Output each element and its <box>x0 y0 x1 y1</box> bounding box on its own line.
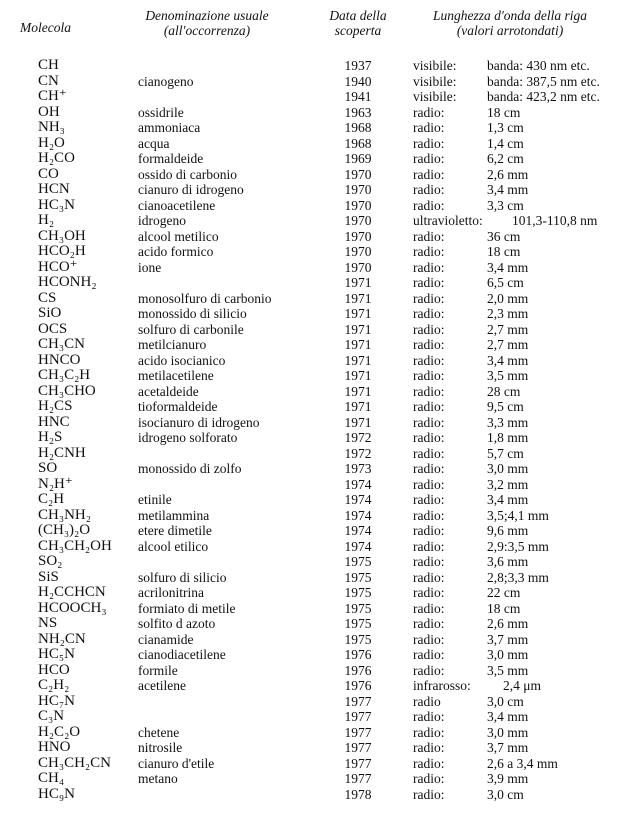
common-name: monosolfuro di carbonio <box>138 290 272 306</box>
table-row <box>0 275 643 291</box>
common-name: acetaldeide <box>138 383 199 399</box>
molecule-formula: HC₉N <box>38 785 75 802</box>
spectrum-type: radio: <box>413 244 445 259</box>
common-name: monossido di zolfo <box>138 461 242 476</box>
discovery-year: 1968 <box>344 120 372 135</box>
common-name: metano <box>138 771 178 786</box>
spectrum-type: radio: <box>413 166 445 182</box>
molecule-formula: H₂CO <box>38 150 75 166</box>
wavelength-value: 36 cm <box>487 228 521 244</box>
molecule-formula: SiS <box>38 568 59 585</box>
discovery-year: 1973 <box>344 461 372 476</box>
spectrum-type: radio: <box>413 771 445 786</box>
molecule-formula: N₂H⁺ <box>38 475 73 492</box>
discovery-year: 1970 <box>344 228 372 244</box>
table-row <box>0 694 643 710</box>
common-name: ione <box>138 259 162 275</box>
wavelength-value: 1,3 cm <box>487 120 524 135</box>
table-row <box>0 601 643 617</box>
table-row <box>0 570 643 586</box>
discovery-year: 1971 <box>344 290 372 306</box>
discovery-year: 1974 <box>344 492 372 507</box>
molecule-formula: OCS <box>38 320 68 337</box>
wavelength-value: 3,5 mm <box>487 662 529 678</box>
table-row <box>0 182 643 198</box>
molecule-formula: HCOOCH₃ <box>38 599 107 616</box>
spectrum-type: radio: <box>413 616 445 631</box>
header-date-line2: scoperta <box>334 23 382 38</box>
discovery-year: 1970 <box>344 244 372 259</box>
wavelength-value: 22 cm <box>487 585 521 600</box>
common-name: cianuro d'etile <box>138 755 215 771</box>
spectrum-type: radio: <box>413 414 445 430</box>
table-row <box>0 523 643 539</box>
discovery-year: 1968 <box>344 135 372 151</box>
spectrum-type: radio: <box>413 259 445 275</box>
discovery-year: 1977 <box>344 740 372 755</box>
common-name: monossido di silicio <box>138 306 247 321</box>
header-common-name <box>132 8 282 38</box>
spectrum-type: radio: <box>413 740 445 755</box>
table-row <box>0 508 643 524</box>
wavelength-value: 9,5 cm <box>487 399 524 414</box>
spectrum-type: radio: <box>413 368 445 383</box>
molecule-formula: CH₃OH <box>38 227 86 244</box>
table-row <box>0 399 643 415</box>
molecule-formula: SiO <box>38 305 62 321</box>
common-name: metilcianuro <box>138 337 207 352</box>
wavelength-value: 2,8;3,3 mm <box>487 569 549 585</box>
common-name: cianuro di idrogeno <box>138 182 244 197</box>
molecule-formula: HCO <box>38 661 70 678</box>
molecule-formula: CS <box>38 289 57 306</box>
discovery-year: 1975 <box>344 554 372 569</box>
table-row <box>0 291 643 307</box>
table-row <box>0 89 643 105</box>
table-row <box>0 136 643 152</box>
spectrum-type: radio: <box>413 461 445 476</box>
common-name: solfito d azoto <box>138 616 216 631</box>
spectrum-type: radio: <box>413 321 445 337</box>
spectrum-type: radio: <box>413 197 445 213</box>
spectrum-type: radio: <box>413 755 445 771</box>
discovery-year: 1937 <box>344 58 372 73</box>
spectrum-type: radio: <box>413 135 445 151</box>
molecule-formula: CH₃CHO <box>38 382 96 399</box>
spectrum-type: radio: <box>413 445 445 461</box>
spectrum-type: radio: <box>413 275 445 290</box>
discovery-year: 1974 <box>344 476 372 492</box>
table-row <box>0 585 643 601</box>
wavelength-value: 6,2 cm <box>487 151 524 166</box>
wavelength-value: 3,9 mm <box>487 771 529 786</box>
wavelength-value: 18 cm <box>487 244 521 259</box>
table-row <box>0 616 643 632</box>
discovery-year: 1975 <box>344 616 372 631</box>
discovery-year: 1977 <box>344 709 372 724</box>
spectrum-type: radio: <box>413 399 445 414</box>
molecule-formula: HC₃N <box>38 196 75 213</box>
wavelength-value: 2,6 mm <box>487 616 529 631</box>
wavelength-value: 3,3 cm <box>487 197 524 213</box>
common-name: chetene <box>138 724 180 740</box>
wavelength-value: 1,8 mm <box>487 430 529 445</box>
spectrum-type: radio: <box>413 507 445 523</box>
molecule-formula: H₂CCHCN <box>38 584 106 600</box>
molecule-formula: SO <box>38 460 58 476</box>
molecule-formula: HCO⁺ <box>38 258 78 275</box>
wavelength-value: 2,7 mm <box>487 321 529 337</box>
spectrum-type: radio: <box>413 631 445 647</box>
wavelength-value: banda: 430 nm etc. <box>487 58 590 73</box>
header-wavelength <box>410 8 610 38</box>
molecule-formula: NH₂CN <box>38 630 86 647</box>
spectrum-type: radio: <box>413 492 445 507</box>
common-name: ossidrile <box>138 104 184 120</box>
wavelength-value: 18 cm <box>487 104 521 120</box>
table-row <box>0 539 643 555</box>
common-name: cianoacetilene <box>138 197 216 213</box>
common-name: alcool metilico <box>138 228 219 244</box>
molecule-formula: H₂CS <box>38 398 73 414</box>
header-wave-line2: (valori arrotondati) <box>456 23 564 38</box>
table-row <box>0 229 643 245</box>
discovery-year: 1970 <box>344 213 372 228</box>
discovery-year: 1971 <box>344 321 372 337</box>
discovery-year: 1970 <box>344 197 372 213</box>
spectrum-type: radio: <box>413 786 445 802</box>
discovery-year: 1970 <box>344 166 372 182</box>
header-discovery-date <box>316 8 400 38</box>
wavelength-value: 2,6 mm <box>487 166 529 182</box>
wavelength-value: 101,3-110,8 nm <box>512 213 598 228</box>
common-name: isocianuro di idrogeno <box>138 414 260 430</box>
molecule-formula: HNCO <box>38 351 81 368</box>
discovery-year: 1972 <box>344 445 372 461</box>
table-row <box>0 151 643 167</box>
discovery-year: 1970 <box>344 259 372 275</box>
spectrum-type: radio: <box>413 352 445 368</box>
molecule-formula: SO₂ <box>38 553 63 569</box>
molecule-formula: CH₃CH₂CN <box>38 754 111 771</box>
table-row <box>0 58 643 74</box>
discovery-year: 1963 <box>344 104 372 120</box>
discovery-year: 1940 <box>344 73 372 89</box>
spectrum-type: radio: <box>413 523 445 538</box>
common-name: acido isocianico <box>138 352 226 368</box>
table-row <box>0 213 643 229</box>
molecule-formula: CO <box>38 165 59 182</box>
table-row <box>0 430 643 446</box>
table-row <box>0 322 643 338</box>
spectrum-type: radio: <box>413 662 445 678</box>
wavelength-value: 2,6 a 3,4 mm <box>487 755 558 771</box>
spectrum-type: radio: <box>413 182 445 197</box>
common-name: acrilonitrina <box>138 585 204 600</box>
discovery-year: 1974 <box>344 523 372 538</box>
wavelength-value: 2,3 mm <box>487 306 529 321</box>
spectrum-type: radio: <box>413 569 445 585</box>
table-row <box>0 647 643 663</box>
molecule-formula: OH <box>38 103 60 120</box>
molecule-formula: CH₃CH₂OH <box>38 537 112 554</box>
wavelength-value: 3,3 mm <box>487 414 529 430</box>
common-name: acido formico <box>138 244 214 259</box>
common-name: formiato di metile <box>138 600 236 616</box>
wavelength-value: banda: 387,5 nm etc. <box>487 73 600 89</box>
discovery-year: 1977 <box>344 693 372 709</box>
wavelength-value: 3,4 mm <box>487 352 529 368</box>
wavelength-value: 3,4 mm <box>487 182 529 197</box>
wavelength-value: 3,7 mm <box>487 631 529 647</box>
molecule-formula: HC₇N <box>38 692 75 709</box>
common-name: acetilene <box>138 678 186 693</box>
spectrum-type: infrarosso: <box>413 678 471 693</box>
molecule-formula: CH <box>38 57 59 73</box>
discovery-year: 1971 <box>344 368 372 383</box>
discovery-year: 1976 <box>344 662 372 678</box>
spectrum-type: radio: <box>413 647 445 662</box>
table-row <box>0 787 643 803</box>
table-row <box>0 725 643 741</box>
common-name: ossido di carbonio <box>138 166 237 182</box>
spectrum-type: radio: <box>413 151 445 166</box>
discovery-year: 1972 <box>344 430 372 445</box>
common-name: solfuro di silicio <box>138 569 227 585</box>
molecule-formula: H₂C₂O <box>38 723 81 740</box>
discovery-year: 1971 <box>344 383 372 399</box>
spectrum-type: radio: <box>413 600 445 616</box>
discovery-year: 1971 <box>344 399 372 414</box>
wavelength-value: 2,4 μm <box>503 678 541 693</box>
wavelength-value: 3,4 mm <box>487 709 529 724</box>
discovery-year: 1978 <box>344 786 372 802</box>
table-row <box>0 554 643 570</box>
discovery-year: 1971 <box>344 306 372 321</box>
table-row <box>0 740 643 756</box>
table-row <box>0 492 643 508</box>
molecule-formula: HCONH₂ <box>38 274 97 290</box>
wavelength-value: 3,0 cm <box>487 786 524 802</box>
spectrum-type: radio: <box>413 383 445 399</box>
common-name: etere dimetile <box>138 523 212 538</box>
table-row <box>0 632 643 648</box>
wavelength-value: banda: 423,2 nm etc. <box>487 89 600 104</box>
common-name: metilacetilene <box>138 368 214 383</box>
molecule-formula: HNC <box>38 413 70 430</box>
common-name: acqua <box>138 135 170 151</box>
molecule-formula: H₂ <box>38 212 55 228</box>
table-row <box>0 244 643 260</box>
molecule-formula: CH₄ <box>38 770 65 786</box>
discovery-year: 1971 <box>344 275 372 290</box>
table-row <box>0 461 643 477</box>
table-row <box>0 105 643 121</box>
common-name: ammoniaca <box>138 120 201 135</box>
wavelength-value: 3,2 mm <box>487 476 529 492</box>
common-name: tioformaldeide <box>138 399 218 414</box>
spectrum-type: radio: <box>413 724 445 740</box>
table-row <box>0 771 643 787</box>
discovery-year: 1975 <box>344 585 372 600</box>
wavelength-value: 3,0 mm <box>487 724 529 740</box>
discovery-year: 1971 <box>344 352 372 368</box>
wavelength-value: 2,9:3,5 mm <box>487 538 549 554</box>
spectrum-type: radio <box>413 693 441 709</box>
molecule-formula: CH₃NH₂ <box>38 506 91 523</box>
molecule-formula: HCO₂H <box>38 243 86 259</box>
table-row <box>0 663 643 679</box>
discovery-year: 1974 <box>344 538 372 554</box>
molecule-formula: CH₃CN <box>38 336 85 352</box>
wavelength-value: 9,6 mm <box>487 523 529 538</box>
table-row <box>0 709 643 725</box>
molecule-formula: CH⁺ <box>38 88 67 104</box>
table-row <box>0 260 643 276</box>
header-molecule: Molecola <box>20 20 71 35</box>
table-row <box>0 368 643 384</box>
common-name: idrogeno solforato <box>138 430 238 445</box>
spectrum-type: radio: <box>413 306 445 321</box>
molecule-formula: C₃N <box>38 708 65 724</box>
discovery-year: 1975 <box>344 600 372 616</box>
wavelength-value: 3,0 cm <box>487 693 524 709</box>
wavelength-value: 3,4 mm <box>487 259 529 275</box>
header-name-line2: (all'occorrenza) <box>163 23 251 38</box>
common-name: cianogeno <box>138 73 194 89</box>
common-name: idrogeno <box>138 213 186 228</box>
table-row <box>0 167 643 183</box>
discovery-year: 1941 <box>344 89 372 104</box>
discovery-year: 1975 <box>344 631 372 647</box>
header-name-line1: Denominazione usuale <box>145 8 269 23</box>
spectrum-type: visibile: <box>413 89 457 104</box>
molecule-formula: NS <box>38 615 58 631</box>
wavelength-value: 6,5 cm <box>487 275 524 290</box>
molecule-formula: (CH₃)₂O <box>38 522 91 538</box>
spectrum-type: radio: <box>413 538 445 554</box>
common-name: formaldeide <box>138 151 204 166</box>
spectrum-type: radio: <box>413 337 445 352</box>
header-wave-line1: Lunghezza d'onda della riga <box>432 8 588 23</box>
wavelength-value: 5,7 cm <box>487 445 524 461</box>
discovery-year: 1974 <box>344 507 372 523</box>
spectrum-type: radio: <box>413 709 445 724</box>
wavelength-value: 18 cm <box>487 600 521 616</box>
spectrum-type: radio: <box>413 104 445 120</box>
wavelength-value: 3,7 mm <box>487 740 529 755</box>
molecule-formula: HNO <box>38 739 71 755</box>
discovery-year: 1975 <box>344 569 372 585</box>
wavelength-value: 1,4 cm <box>487 135 524 151</box>
discovery-year: 1976 <box>344 678 372 693</box>
wavelength-value: 3,0 mm <box>487 647 529 662</box>
wavelength-value: 3,5;4,1 mm <box>487 507 549 523</box>
table-row <box>0 198 643 214</box>
spectrum-type: radio: <box>413 585 445 600</box>
header-date-line1: Data della <box>329 8 387 23</box>
spectrum-type: visibile: <box>413 73 457 89</box>
wavelength-value: 3,0 mm <box>487 461 529 476</box>
molecule-formula: CH₃C₂H <box>38 367 91 383</box>
discovery-year: 1977 <box>344 755 372 771</box>
molecule-formula: C₂H₂ <box>38 677 70 693</box>
wavelength-value: 3,5 mm <box>487 368 529 383</box>
molecule-formula: NH₃ <box>38 119 65 135</box>
molecule-formula: HCN <box>38 181 70 197</box>
spectrum-type: visibile: <box>413 58 457 73</box>
common-name: formile <box>138 662 178 678</box>
discovery-year: 1971 <box>344 337 372 352</box>
table-row <box>0 353 643 369</box>
table-row <box>0 446 643 462</box>
table-row <box>0 756 643 772</box>
common-name: metilammina <box>138 507 210 523</box>
molecule-formula: C₂H <box>38 491 65 507</box>
wavelength-value: 3,6 mm <box>487 554 529 569</box>
discovery-year: 1969 <box>344 151 372 166</box>
table-row <box>0 678 643 694</box>
molecule-formula: CN <box>38 72 59 89</box>
spectrum-type: radio: <box>413 554 445 569</box>
table-row <box>0 477 643 493</box>
spectrum-type: ultravioletto: <box>413 213 483 228</box>
discovery-year: 1977 <box>344 771 372 786</box>
molecule-formula: H₂S <box>38 429 63 445</box>
wavelength-value: 2,7 mm <box>487 337 529 352</box>
spectrum-type: radio: <box>413 120 445 135</box>
table-row <box>0 384 643 400</box>
table-row <box>0 306 643 322</box>
molecule-formula: H₂CNH <box>38 444 86 461</box>
table-row <box>0 337 643 353</box>
common-name: etinile <box>138 492 172 507</box>
common-name: cianamide <box>138 631 194 647</box>
table-row <box>0 74 643 90</box>
spectrum-type: radio: <box>413 228 445 244</box>
molecule-formula: H₂O <box>38 134 65 151</box>
discovery-year: 1976 <box>344 647 372 662</box>
wavelength-value: 2,0 mm <box>487 290 529 306</box>
common-name: cianodiacetilene <box>138 647 226 662</box>
discovery-year: 1970 <box>344 182 372 197</box>
wavelength-value: 28 cm <box>487 383 521 399</box>
table-row <box>0 415 643 431</box>
spectrum-type: radio: <box>413 476 445 492</box>
wavelength-value: 3,4 mm <box>487 492 529 507</box>
common-name: solfuro di carbonile <box>138 321 244 337</box>
common-name: alcool etilico <box>138 538 209 554</box>
spectrum-type: radio: <box>413 290 445 306</box>
discovery-year: 1971 <box>344 414 372 430</box>
spectrum-type: radio: <box>413 430 445 445</box>
discovery-year: 1977 <box>344 724 372 740</box>
common-name: nitrosile <box>138 740 183 755</box>
molecule-formula: HC₅N <box>38 646 75 662</box>
table-row <box>0 120 643 136</box>
